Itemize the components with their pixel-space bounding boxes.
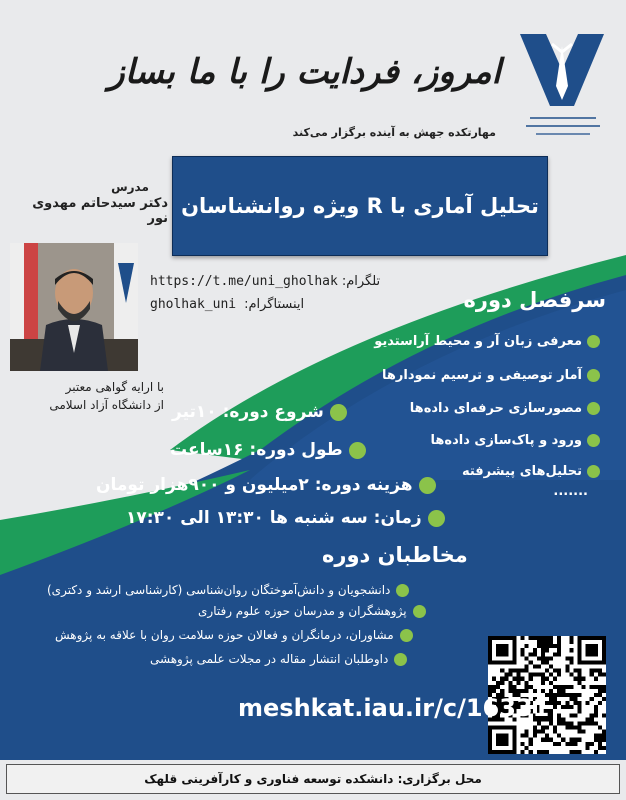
certificate-line-1: با ارایه گواهی معتبر — [65, 380, 164, 394]
instructor-label: مدرس — [111, 180, 149, 194]
course-start: شروع دوره: ۱۰تیر — [172, 402, 347, 422]
telegram-label: تلگرام: — [341, 274, 381, 289]
university-logo — [516, 26, 608, 146]
telegram-link[interactable]: https://t.me/uni_gholhak — [150, 274, 338, 289]
course-cost: هزینه دوره: ۲میلیون و ۹۰۰هزار تومان — [96, 475, 436, 495]
certificate-line-2: از دانشگاه آزاد اسلامی — [49, 398, 164, 412]
audience-heading: مخاطبان دوره — [322, 543, 468, 567]
slogan: امروز، فردایت را با ما بساز — [108, 52, 501, 92]
bullet-icon — [587, 434, 600, 447]
venue-text: محل برگزاری: دانشکده توسعه فناوری و کارآفرینی قلهک — [144, 772, 482, 786]
instructor-name: دکتر سیدحاتم مهدوی نور — [32, 196, 168, 226]
outline-item: تحلیل‌های پیشرفته — [462, 464, 600, 479]
bullet-icon — [394, 653, 407, 666]
bullet-icon — [330, 404, 347, 421]
outline-item: آمار توصیفی و ترسیم نمودارها — [382, 368, 600, 383]
audience-item: داوطلبان انتشار مقاله در مجلات علمی پژوهشی — [150, 652, 407, 666]
instagram-contact — [150, 297, 304, 312]
outline-item: مصورسازی حرفه‌ای داده‌ها — [410, 401, 600, 416]
outline-more: ....... — [553, 484, 588, 499]
audience-item: دانشجویان و دانش‌آموختگان روان‌شناسی (کارشناسی ارشد و دکتری) — [47, 583, 409, 597]
bullet-icon — [587, 402, 600, 415]
bullet-icon — [587, 335, 600, 348]
bullet-icon — [396, 584, 409, 597]
course-url[interactable]: meshkat.iau.ir/c/16331 — [238, 694, 550, 722]
course-time: زمان: سه شنبه ها ۱۳:۳۰ الی ۱۷:۳۰ — [126, 508, 445, 528]
subtitle: مهارتکده جهش به آینده برگزار می‌کند — [292, 126, 496, 139]
instagram-handle[interactable]: gholhak_uni — [150, 297, 237, 312]
bullet-icon — [587, 465, 600, 478]
venue-box — [6, 764, 620, 794]
bullet-icon — [349, 442, 366, 459]
bullet-icon — [419, 477, 436, 494]
bullet-icon — [413, 605, 426, 618]
bullet-icon — [400, 629, 413, 642]
instagram-label: اینستاگرام: — [244, 297, 305, 312]
telegram-contact — [150, 274, 380, 289]
bullet-icon — [428, 510, 445, 527]
audience-item: پژوهشگران و مدرسان حوزه علوم رفتاری — [198, 604, 426, 618]
audience-item: مشاوران، درمانگران و فعالان حوزه سلامت روان با علاقه به پژوهش — [55, 628, 413, 642]
certificate-note — [14, 378, 164, 414]
course-title: تحلیل آماری با R ویژه روانشناسان — [181, 194, 539, 218]
outline-item: ورود و پاک‌سازی داده‌ها — [431, 433, 600, 448]
outline-heading: سرفصل دوره — [463, 288, 606, 312]
course-duration: طول دوره: ۱۶ساعت — [170, 440, 366, 460]
course-title-box — [172, 156, 548, 256]
bullet-icon — [587, 369, 600, 382]
outline-item: معرفی زبان آر و محیط آراستدیو — [374, 334, 600, 349]
instructor-photo — [10, 243, 138, 371]
